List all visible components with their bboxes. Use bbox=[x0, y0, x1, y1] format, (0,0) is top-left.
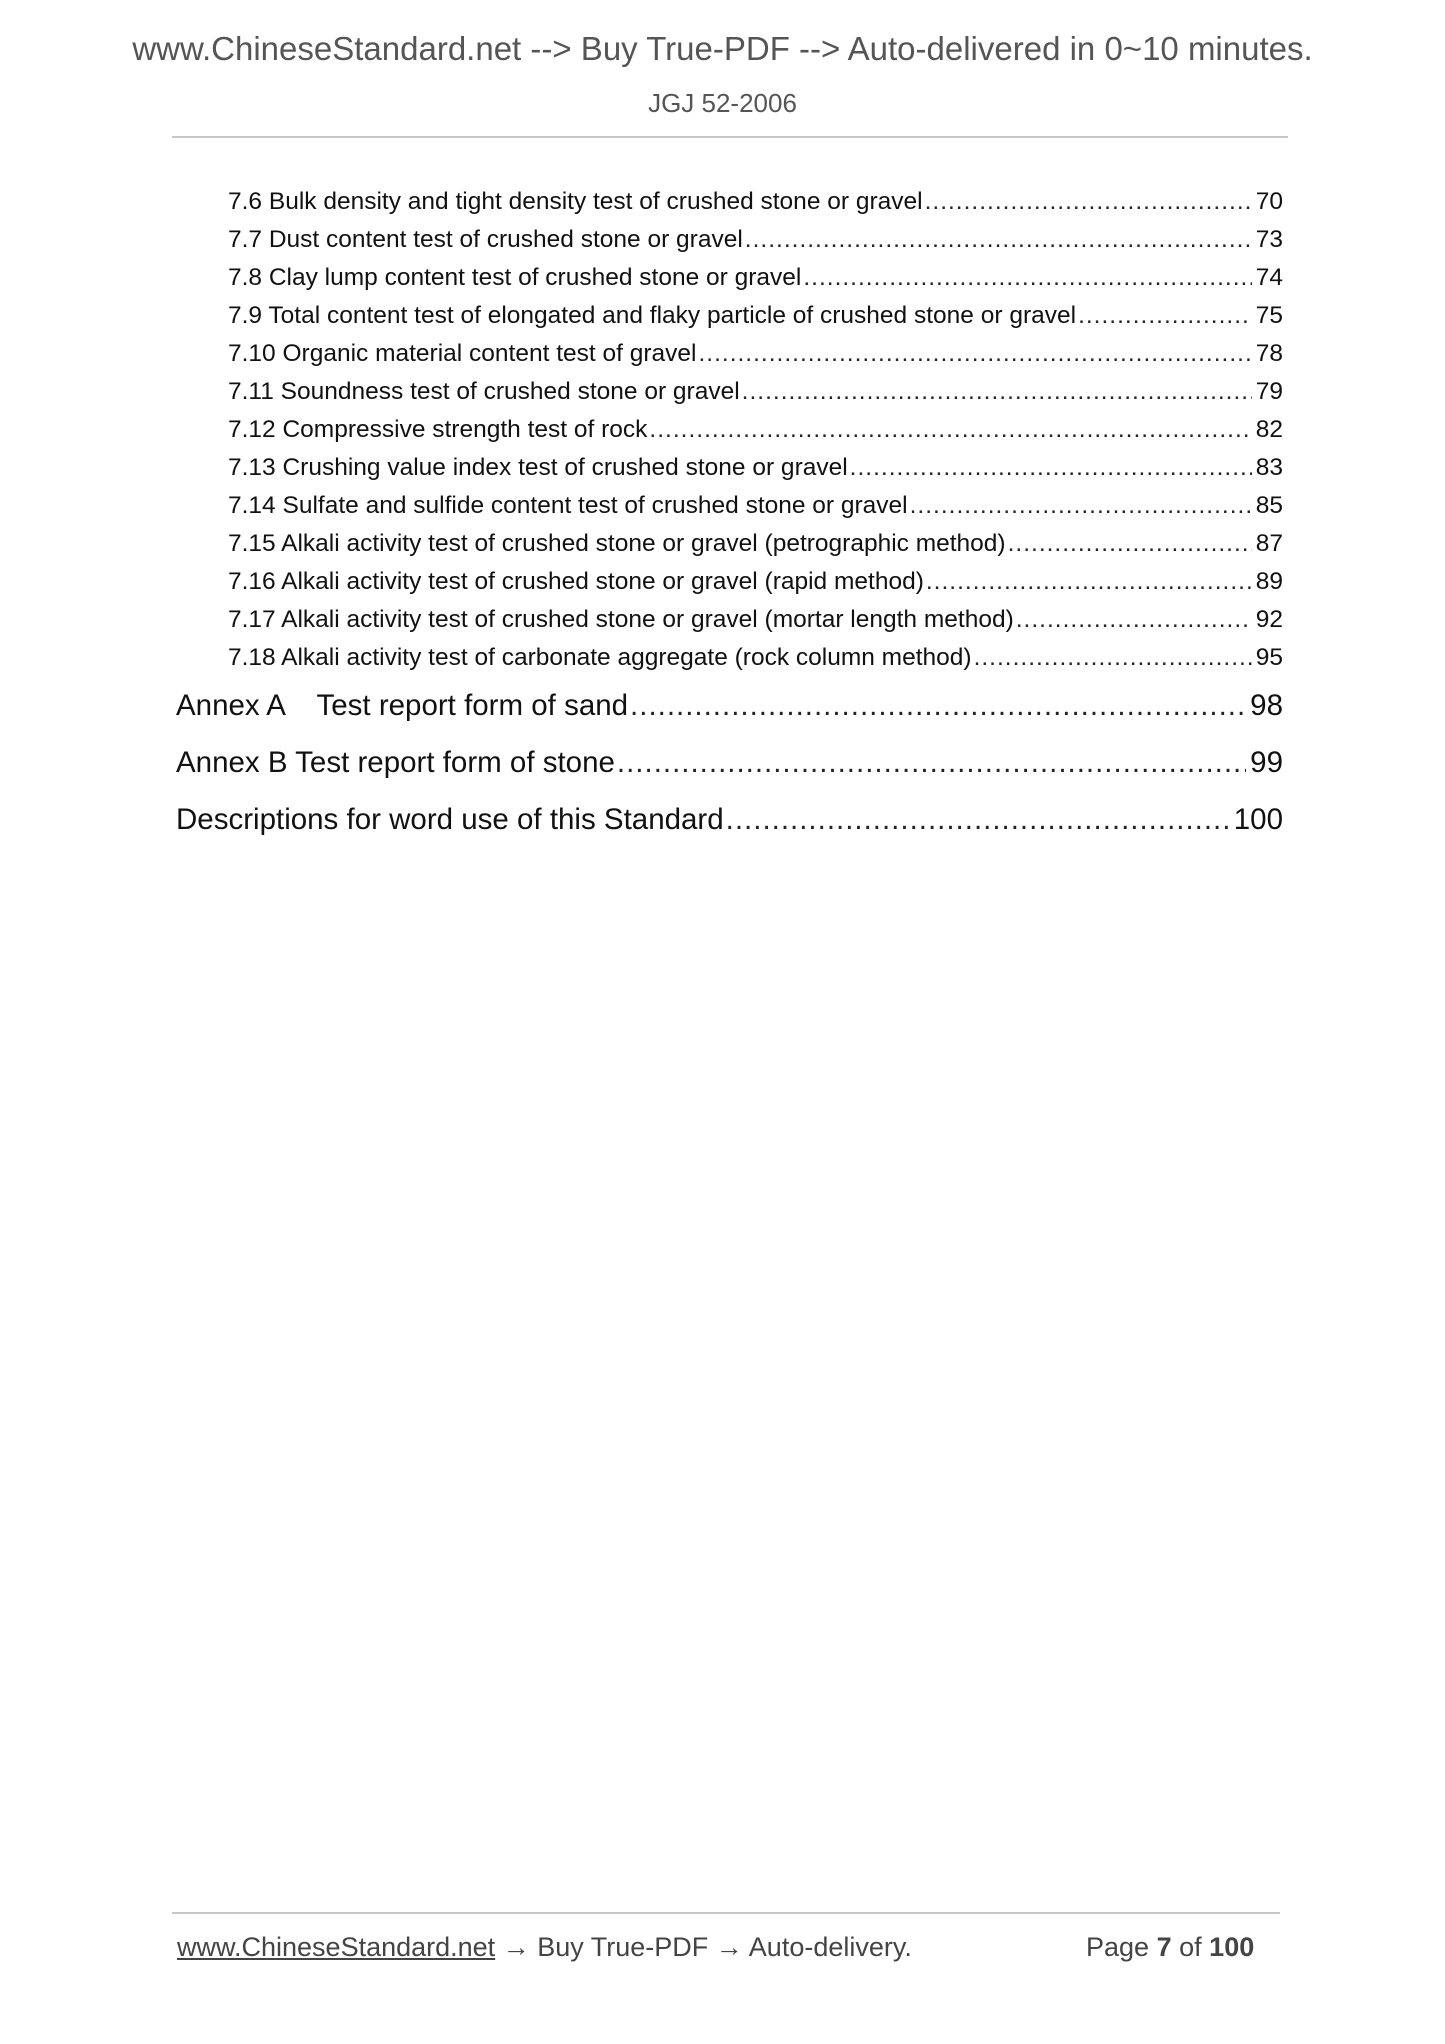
toc-leader-dots bbox=[617, 746, 1246, 780]
page-of-label: of bbox=[1179, 1932, 1202, 1962]
footer-delivery-text: Auto-delivery. bbox=[748, 1932, 912, 1962]
toc-entry[interactable] bbox=[228, 340, 1283, 370]
toc-leader-dots bbox=[925, 188, 1252, 216]
toc-entry-title: 7.7 Dust content test of crushed stone or gravel bbox=[228, 226, 743, 253]
toc-entry-page: 74 bbox=[1255, 264, 1283, 291]
toc-entry-page: 99 bbox=[1250, 746, 1283, 779]
toc-entry[interactable] bbox=[228, 226, 1283, 256]
toc-leader-dots bbox=[1008, 530, 1252, 558]
toc-entry[interactable] bbox=[228, 606, 1283, 636]
header-banner: www.ChineseStandard.net --> Buy True-PDF --> Auto-delivered in 0~10 minutes. bbox=[132, 30, 1313, 67]
toc-leader-dots bbox=[974, 644, 1252, 672]
toc-entry-title: 7.14 Sulfate and sulfide content test of crushed stone or gravel bbox=[228, 492, 908, 519]
toc-leader-dots bbox=[649, 416, 1251, 444]
toc-entry-page: 89 bbox=[1255, 568, 1283, 595]
toc-entry-title: 7.9 Total content test of elongated and flaky particle of crushed stone or gravel bbox=[228, 302, 1077, 329]
toc-leader-dots bbox=[726, 803, 1230, 837]
toc-entry-title: 7.16 Alkali activity test of crushed stone or gravel (rapid method) bbox=[228, 568, 924, 595]
toc-entry[interactable] bbox=[228, 378, 1283, 408]
toc-entry[interactable] bbox=[228, 416, 1283, 446]
toc-entry[interactable] bbox=[228, 264, 1283, 294]
toc-entry-title: 7.18 Alkali activity test of carbonate aggregate (rock column method) bbox=[228, 644, 972, 671]
toc-entry-page: 78 bbox=[1255, 340, 1283, 367]
toc-leader-dots bbox=[1078, 302, 1252, 330]
toc-annex-entry[interactable] bbox=[176, 803, 1283, 839]
toc-entry-title: 7.11 Soundness test of crushed stone or gravel bbox=[228, 378, 740, 405]
toc-annex-entry[interactable] bbox=[176, 746, 1283, 782]
toc-entry-page: 98 bbox=[1250, 689, 1283, 722]
toc-entry-title: 7.8 Clay lump content test of crushed stone or gravel bbox=[228, 264, 802, 291]
toc-entry[interactable] bbox=[228, 568, 1283, 598]
toc-entry-page: 83 bbox=[1255, 454, 1283, 481]
toc-entry-title: Descriptions for word use of this Standard bbox=[176, 803, 724, 836]
toc-entry-title: 7.17 Alkali activity test of crushed stone or gravel (mortar length method) bbox=[228, 606, 1014, 633]
arrow-right-icon: → bbox=[502, 1932, 530, 1962]
toc-leader-dots bbox=[926, 568, 1252, 596]
footer-divider bbox=[172, 1912, 1280, 1914]
toc-leader-dots bbox=[1016, 606, 1252, 634]
toc-entry-title: 7.12 Compressive strength test of rock bbox=[228, 416, 648, 443]
page-label: Page bbox=[1086, 1932, 1150, 1962]
toc-entry-page: 82 bbox=[1255, 416, 1283, 443]
toc-entry-page: 79 bbox=[1255, 378, 1283, 405]
toc-entry-page: 75 bbox=[1255, 302, 1283, 329]
toc-entry-page: 87 bbox=[1255, 530, 1283, 557]
toc-leader-dots bbox=[745, 226, 1252, 254]
toc-entry-page: 92 bbox=[1255, 606, 1283, 633]
toc-entry-page: 100 bbox=[1233, 803, 1283, 836]
header-divider bbox=[172, 136, 1288, 138]
toc-entry-title: Annex B Test report form of stone bbox=[176, 746, 615, 779]
toc-entry-title: 7.13 Crushing value index test of crushed stone or gravel bbox=[228, 454, 848, 481]
toc-leader-dots bbox=[698, 340, 1251, 368]
page-indicator bbox=[1086, 1932, 1254, 1963]
toc-leader-dots bbox=[630, 689, 1246, 723]
toc-entry-title: Annex A Test report form of sand bbox=[176, 689, 629, 722]
current-page-number: 7 bbox=[1156, 1932, 1172, 1962]
total-page-number: 100 bbox=[1209, 1932, 1255, 1962]
toc-entry[interactable] bbox=[228, 644, 1283, 674]
toc-entry[interactable] bbox=[228, 188, 1283, 218]
toc-entry[interactable] bbox=[228, 492, 1283, 522]
toc-leader-dots bbox=[910, 492, 1252, 520]
toc-entry[interactable] bbox=[228, 454, 1283, 484]
footer-promo bbox=[177, 1932, 912, 1963]
toc-entry[interactable] bbox=[228, 302, 1283, 332]
toc-entry-page: 73 bbox=[1255, 226, 1283, 253]
toc-entry-title: 7.10 Organic material content test of gravel bbox=[228, 340, 697, 367]
toc-annex-entry[interactable] bbox=[176, 689, 1283, 725]
toc-entry-page: 70 bbox=[1255, 188, 1283, 215]
footer-site-link[interactable]: www.ChineseStandard.net bbox=[177, 1932, 496, 1962]
toc-entry[interactable] bbox=[228, 530, 1283, 560]
toc-leader-dots bbox=[803, 264, 1251, 292]
toc-entry-title: 7.15 Alkali activity test of crushed stone or gravel (petrographic method) bbox=[228, 530, 1006, 557]
document-code: JGJ 52-2006 bbox=[648, 88, 797, 118]
toc-entry-title: 7.6 Bulk density and tight density test of crushed stone or gravel bbox=[228, 188, 923, 215]
toc-entry-page: 85 bbox=[1255, 492, 1283, 519]
toc-entry-page: 95 bbox=[1255, 644, 1283, 671]
footer-buy-text: Buy True-PDF bbox=[537, 1932, 709, 1962]
arrow-right-icon: → bbox=[715, 1932, 743, 1962]
toc-leader-dots bbox=[742, 378, 1252, 406]
toc-leader-dots bbox=[850, 454, 1252, 482]
